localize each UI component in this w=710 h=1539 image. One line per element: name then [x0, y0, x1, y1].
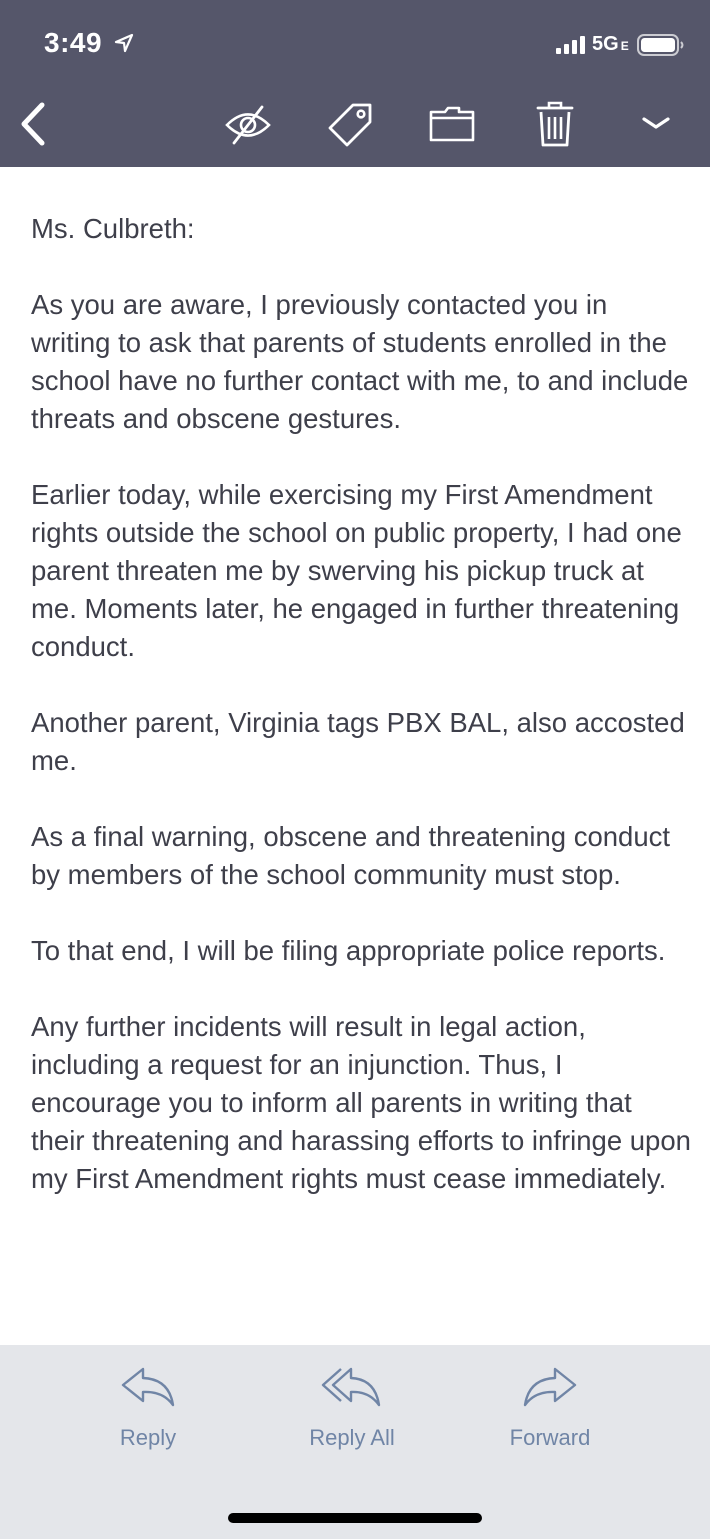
network-type: 5G E — [592, 33, 629, 55]
reply-label: Reply — [119, 1425, 177, 1450]
reply-all-button[interactable] — [272, 1357, 432, 1451]
message-paragraph: Another parent, Virginia tags PBX BAL, also accosted me. — [31, 707, 685, 776]
salutation: Ms. Culbreth: — [31, 213, 195, 244]
more-options-button[interactable] — [636, 106, 676, 140]
hide-icon — [224, 103, 272, 147]
reply-all-icon — [321, 1365, 383, 1409]
reply-all-label: Reply All — [309, 1425, 395, 1450]
label-button[interactable] — [326, 98, 376, 150]
move-to-folder-button[interactable] — [428, 104, 476, 144]
message-body — [31, 210, 691, 1345]
message-paragraph: As a final warning, obscene and threatening conduct by members of the school community must stop. — [31, 821, 671, 890]
message-paragraph: As you are aware, I previously contacted you in writing to ask that parents of students enrolled in the school have no further contact with me, to and include threats and obscene gestures. — [31, 289, 689, 434]
reply-icon — [119, 1365, 177, 1409]
cellular-signal-icon — [556, 35, 590, 55]
forward-label: Forward — [509, 1425, 591, 1450]
folder-icon — [429, 106, 475, 142]
delete-button[interactable] — [532, 98, 578, 150]
tag-icon — [327, 100, 375, 148]
back-button[interactable] — [10, 98, 56, 150]
back-icon — [18, 101, 48, 147]
chevron-down-icon — [639, 112, 673, 134]
mark-unread-button[interactable] — [222, 100, 274, 150]
forward-icon — [521, 1365, 579, 1409]
trash-icon — [535, 100, 575, 148]
forward-button[interactable] — [470, 1357, 630, 1451]
message-paragraph: Earlier today, while exercising my First Amendment rights outside the school on public property, I had one parent threaten me by swerving his pickup truck at me. Moments later, he engaged in further threatening conduct. — [31, 479, 682, 662]
mail-header — [0, 0, 710, 167]
reply-button[interactable] — [68, 1357, 228, 1451]
battery-icon — [637, 33, 685, 57]
message-paragraph: Any further incidents will result in legal action, including a request for an injunction. Thus, I encourage you to inform all parents in writing that their threatening and harassing efforts to infringe upon my First Amendment rights must cease immediately. — [31, 1011, 691, 1194]
message-paragraph: To that end, I will be filing appropriate police reports. — [31, 935, 666, 966]
location-arrow-icon — [114, 33, 134, 53]
home-indicator[interactable] — [228, 1513, 482, 1523]
bottom-action-bar — [0, 1345, 710, 1539]
status-time: 3:49 — [44, 27, 103, 58]
